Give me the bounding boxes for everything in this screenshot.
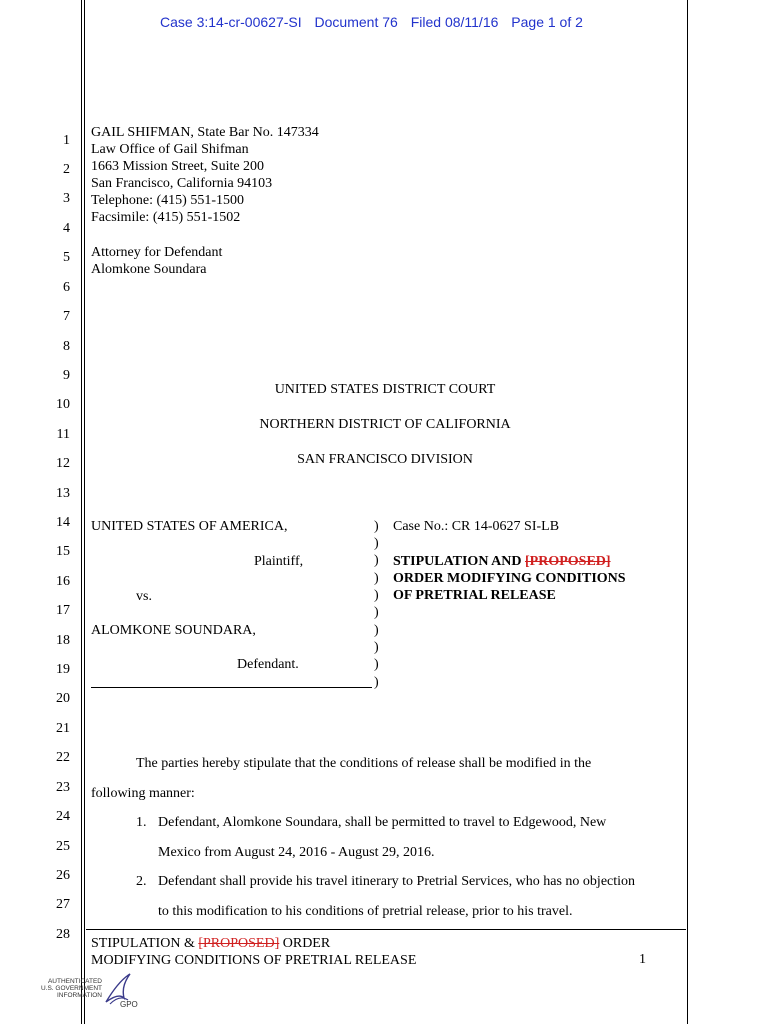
versus: vs. xyxy=(136,589,152,604)
title-line2: ORDER MODIFYING CONDITIONS xyxy=(393,571,626,586)
document-title xyxy=(393,553,626,604)
item1-line1: Defendant, Alomkone Soundara, shall be permitted to travel to Edgewood, New xyxy=(158,815,607,830)
line-number: 4 xyxy=(63,221,70,236)
item2-line2: to this modification to his conditions of pretrial release, prior to his travel. xyxy=(158,904,573,919)
line-number: 12 xyxy=(56,456,70,471)
intro-line1: The parties hereby stipulate that the conditions of release shall be modified in the xyxy=(136,756,592,771)
left-margin-rule-1 xyxy=(81,0,82,1024)
line-number: 18 xyxy=(56,633,70,648)
line-number: 7 xyxy=(63,309,70,324)
footer-part2: ORDER xyxy=(279,936,331,951)
item2-number: 2. xyxy=(136,874,147,889)
line-number: 5 xyxy=(63,250,70,265)
caption-paren: ) xyxy=(374,519,379,534)
plaintiff-name: UNITED STATES OF AMERICA, xyxy=(91,519,288,534)
item2-line1: Defendant shall provide his travel itinerary to Pretrial Services, who has no objection xyxy=(158,874,636,889)
footer-struck-proposed: [PROPOSED] xyxy=(198,936,280,951)
caption-paren: ) xyxy=(374,605,379,620)
defendant-name: ALOMKONE SOUNDARA, xyxy=(91,623,256,638)
gpo-seal-line: AUTHENTICATED xyxy=(47,978,102,985)
footer-page-number: 1 xyxy=(639,952,646,967)
attorney-for-block xyxy=(91,244,222,278)
header-document: Document 76 xyxy=(314,14,398,30)
title-line3: OF PRETRIAL RELEASE xyxy=(393,588,556,603)
caption-underline xyxy=(91,687,372,688)
title-struck-proposed: [PROPOSED] xyxy=(525,554,611,569)
caption-paren: ) xyxy=(374,657,379,672)
attorney-facsimile: Facsimile: (415) 551-1502 xyxy=(91,210,241,225)
gpo-seal-line: INFORMATION xyxy=(56,992,102,999)
caption-paren: ) xyxy=(374,640,379,655)
line-number: 17 xyxy=(56,603,70,618)
line-number: 1 xyxy=(63,133,70,148)
attorney-name: GAIL SHIFMAN, State Bar No. 147334 xyxy=(91,125,319,140)
line-number: 23 xyxy=(56,780,70,795)
line-number: 8 xyxy=(63,339,70,354)
gpo-authentication-seal xyxy=(40,972,138,1012)
line-number: 25 xyxy=(56,839,70,854)
attorney-for-client: Alomkone Soundara xyxy=(91,262,207,277)
defendant-role: Defendant. xyxy=(237,657,299,672)
item1-line2: Mexico from August 24, 2016 - August 29, 2016. xyxy=(158,845,435,860)
court-division: SAN FRANCISCO DIVISION xyxy=(297,452,473,467)
caption-paren: ) xyxy=(374,675,379,690)
line-number: 13 xyxy=(56,486,70,501)
plaintiff-role: Plaintiff, xyxy=(254,554,304,569)
line-number: 26 xyxy=(56,868,70,883)
court-district: NORTHERN DISTRICT OF CALIFORNIA xyxy=(259,417,511,432)
right-margin-rule xyxy=(687,0,688,1024)
footer-title xyxy=(91,935,416,969)
footer-part1: STIPULATION & xyxy=(91,936,199,951)
line-number: 16 xyxy=(56,574,70,589)
attorney-street: 1663 Mission Street, Suite 200 xyxy=(91,159,265,174)
left-margin-rule-2 xyxy=(84,0,85,1024)
line-number: 11 xyxy=(56,427,70,442)
line-number: 6 xyxy=(63,280,70,295)
caption-paren: ) xyxy=(374,588,379,603)
header-case: Case 3:14-cr-00627-SI xyxy=(160,14,302,30)
item1-number: 1. xyxy=(136,815,147,830)
attorney-city: San Francisco, California 94103 xyxy=(91,176,273,191)
header-filed: Filed 08/11/16 xyxy=(410,14,499,30)
attorney-office: Law Office of Gail Shifman xyxy=(91,142,249,157)
line-number: 14 xyxy=(56,515,70,530)
line-number: 19 xyxy=(56,662,70,677)
attorney-for-role: Attorney for Defendant xyxy=(91,245,223,260)
gpo-seal-line: U.S. GOVERNMENT xyxy=(40,985,102,992)
line-number: 3 xyxy=(63,191,70,206)
court-name: UNITED STATES DISTRICT COURT xyxy=(274,382,496,397)
case-number: Case No.: CR 14-0627 SI-LB xyxy=(393,519,560,534)
line-number: 20 xyxy=(56,691,70,706)
line-number: 2 xyxy=(63,162,70,177)
footer-rule xyxy=(86,929,686,930)
attorney-block xyxy=(91,124,319,226)
intro-line2: following manner: xyxy=(91,786,195,801)
caption-paren: ) xyxy=(374,571,379,586)
line-number: 27 xyxy=(56,897,70,912)
line-number: 9 xyxy=(63,368,70,383)
line-number: 24 xyxy=(56,809,70,824)
gpo-seal-text xyxy=(40,978,102,999)
line-number: 21 xyxy=(56,721,70,736)
attorney-telephone: Telephone: (415) 551-1500 xyxy=(91,193,244,208)
ecf-header xyxy=(160,14,592,30)
title-part1: STIPULATION AND xyxy=(393,554,525,569)
footer-line2: MODIFYING CONDITIONS OF PRETRIAL RELEASE xyxy=(91,953,417,968)
caption-paren: ) xyxy=(374,536,379,551)
caption-paren: ) xyxy=(374,553,379,568)
line-number: 22 xyxy=(56,750,70,765)
line-number: 28 xyxy=(56,927,70,942)
caption-paren: ) xyxy=(374,623,379,638)
header-page: Page 1 of 2 xyxy=(511,14,583,30)
line-number: 15 xyxy=(56,544,70,559)
gpo-mark: GPO xyxy=(120,1000,138,1009)
line-number: 10 xyxy=(56,397,70,412)
